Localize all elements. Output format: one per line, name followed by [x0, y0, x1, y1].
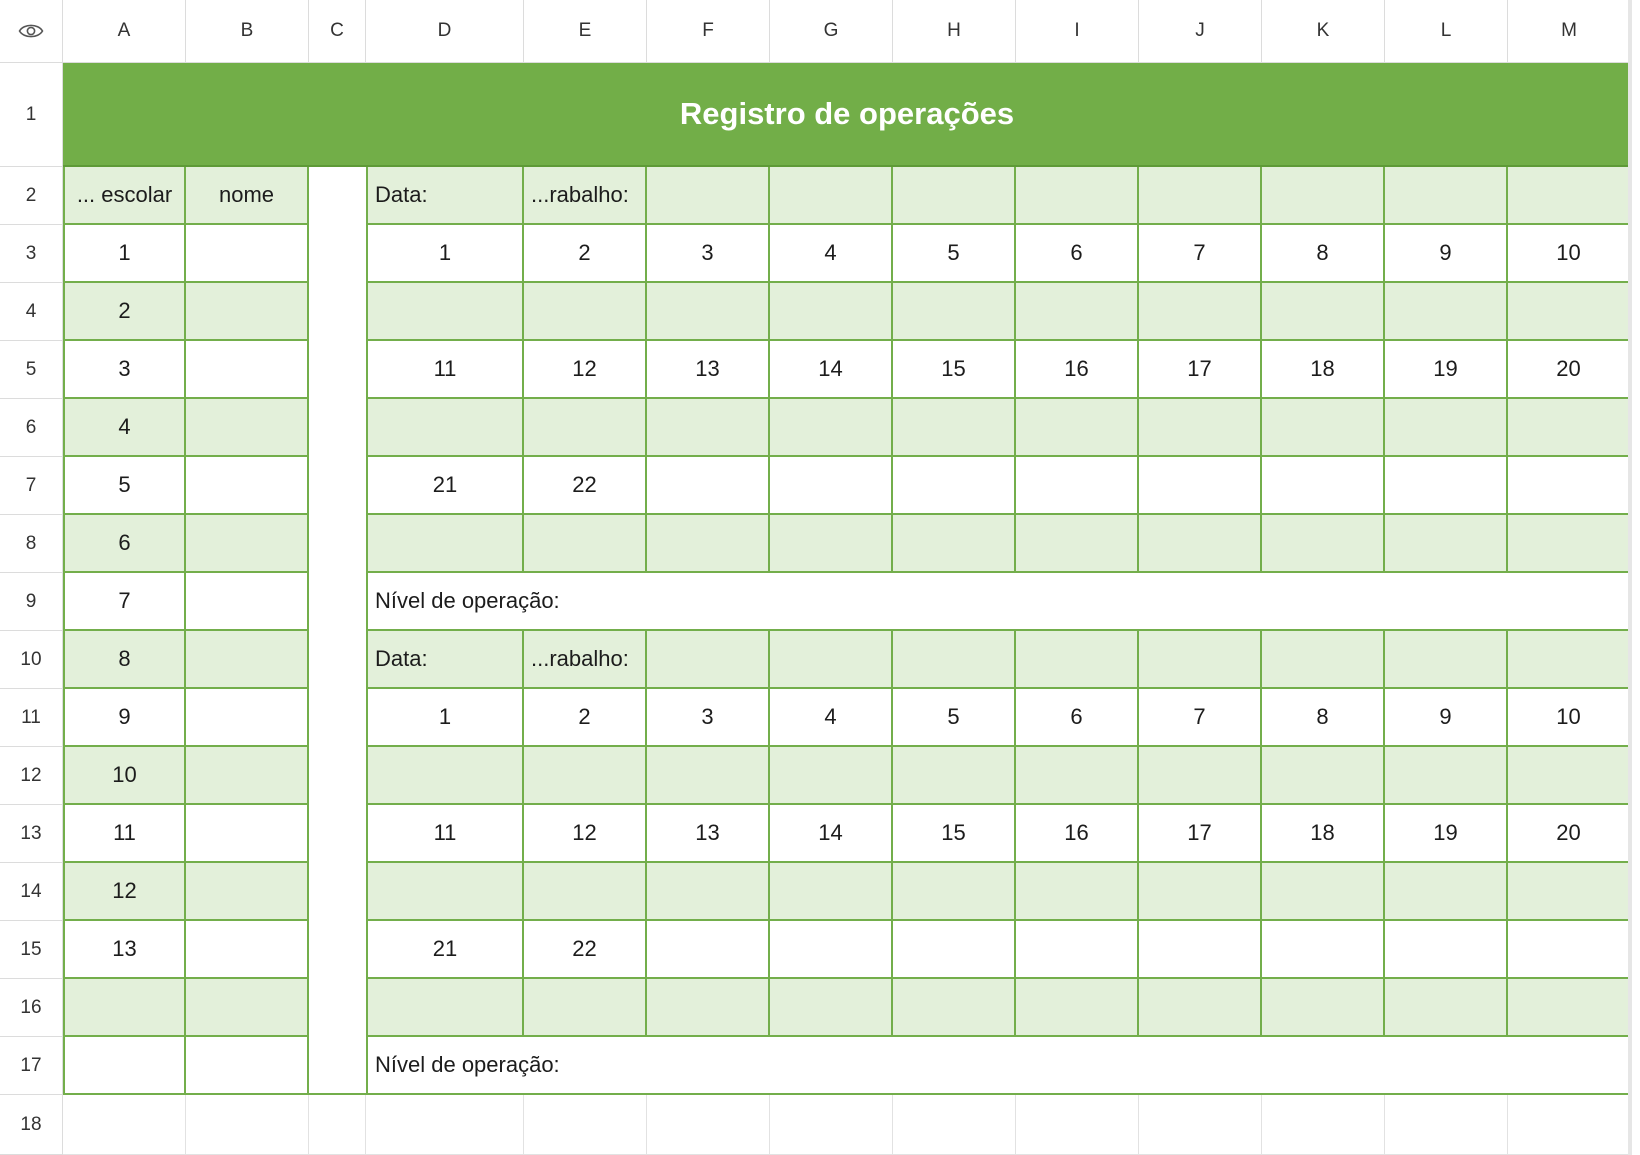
cell-k6[interactable]: [1262, 399, 1385, 457]
cell-g14[interactable]: [770, 863, 893, 921]
cell-f11[interactable]: 3: [647, 689, 770, 747]
cell-g12[interactable]: [770, 747, 893, 805]
column-header-b[interactable]: B: [186, 0, 309, 63]
cell-k11[interactable]: 8: [1262, 689, 1385, 747]
cell-j16[interactable]: [1139, 979, 1262, 1037]
cell-f15[interactable]: [647, 921, 770, 979]
cell-m3[interactable]: 10: [1508, 225, 1631, 283]
cell-f8[interactable]: [647, 515, 770, 573]
row-header-16[interactable]: 16: [0, 979, 63, 1037]
cell-d18[interactable]: [366, 1095, 524, 1155]
cell-h14[interactable]: [893, 863, 1016, 921]
row-header-5[interactable]: 5: [0, 341, 63, 399]
column-header-h[interactable]: H: [893, 0, 1016, 63]
cell-e13[interactable]: 12: [524, 805, 647, 863]
cell-a17[interactable]: [63, 1037, 186, 1095]
cell-h5[interactable]: 15: [893, 341, 1016, 399]
cell-l13[interactable]: 19: [1385, 805, 1508, 863]
cell-m2[interactable]: [1508, 167, 1631, 225]
cell-i2[interactable]: [1016, 167, 1139, 225]
cell-g13[interactable]: 14: [770, 805, 893, 863]
cell-j4[interactable]: [1139, 283, 1262, 341]
cell-c11[interactable]: [309, 689, 366, 747]
cell-a7[interactable]: 5: [63, 457, 186, 515]
row-header-9[interactable]: 9: [0, 573, 63, 631]
cell-k16[interactable]: [1262, 979, 1385, 1037]
cell-c2[interactable]: [309, 167, 366, 225]
column-header-d[interactable]: D: [366, 0, 524, 63]
cell-f3[interactable]: 3: [647, 225, 770, 283]
cell-f16[interactable]: [647, 979, 770, 1037]
select-all-corner[interactable]: [0, 0, 63, 63]
cell-a13[interactable]: 11: [63, 805, 186, 863]
cell-i12[interactable]: [1016, 747, 1139, 805]
cell-c15[interactable]: [309, 921, 366, 979]
cell-d15[interactable]: 21: [366, 921, 524, 979]
cell-a18[interactable]: [63, 1095, 186, 1155]
cell-e4[interactable]: [524, 283, 647, 341]
cell-d8[interactable]: [366, 515, 524, 573]
cell-l15[interactable]: [1385, 921, 1508, 979]
cell-d7[interactable]: 21: [366, 457, 524, 515]
cell-j6[interactable]: [1139, 399, 1262, 457]
cell-d4[interactable]: [366, 283, 524, 341]
row-header-12[interactable]: 12: [0, 747, 63, 805]
cell-i13[interactable]: 16: [1016, 805, 1139, 863]
cell-c9[interactable]: [309, 573, 366, 631]
cell-f6[interactable]: [647, 399, 770, 457]
cell-j11[interactable]: 7: [1139, 689, 1262, 747]
cell-c8[interactable]: [309, 515, 366, 573]
cell-a12[interactable]: 10: [63, 747, 186, 805]
level-of-operation-2[interactable]: Nível de operação:: [366, 1037, 1631, 1095]
column-header-k[interactable]: K: [1262, 0, 1385, 63]
cell-l16[interactable]: [1385, 979, 1508, 1037]
cell-d3[interactable]: 1: [366, 225, 524, 283]
cell-m16[interactable]: [1508, 979, 1631, 1037]
cell-j13[interactable]: 17: [1139, 805, 1262, 863]
cell-b11[interactable]: [186, 689, 309, 747]
sheet-title[interactable]: Registro de operações: [63, 63, 1631, 167]
cell-h6[interactable]: [893, 399, 1016, 457]
cell-g8[interactable]: [770, 515, 893, 573]
cell-e12[interactable]: [524, 747, 647, 805]
cell-d10[interactable]: Data:: [366, 631, 524, 689]
cell-m4[interactable]: [1508, 283, 1631, 341]
cell-f14[interactable]: [647, 863, 770, 921]
cell-i15[interactable]: [1016, 921, 1139, 979]
cell-l7[interactable]: [1385, 457, 1508, 515]
cell-e14[interactable]: [524, 863, 647, 921]
cell-a2[interactable]: ... escolar: [63, 167, 186, 225]
eye-icon[interactable]: [18, 22, 44, 40]
cell-g18[interactable]: [770, 1095, 893, 1155]
cell-l3[interactable]: 9: [1385, 225, 1508, 283]
cell-g16[interactable]: [770, 979, 893, 1037]
cell-e11[interactable]: 2: [524, 689, 647, 747]
cell-m12[interactable]: [1508, 747, 1631, 805]
cell-k13[interactable]: 18: [1262, 805, 1385, 863]
cell-a5[interactable]: 3: [63, 341, 186, 399]
cell-k18[interactable]: [1262, 1095, 1385, 1155]
row-header-18[interactable]: 18: [0, 1095, 63, 1155]
row-header-3[interactable]: 3: [0, 225, 63, 283]
cell-c6[interactable]: [309, 399, 366, 457]
column-header-f[interactable]: F: [647, 0, 770, 63]
cell-j3[interactable]: 7: [1139, 225, 1262, 283]
cell-k14[interactable]: [1262, 863, 1385, 921]
row-header-10[interactable]: 10: [0, 631, 63, 689]
cell-b15[interactable]: [186, 921, 309, 979]
cell-c14[interactable]: [309, 863, 366, 921]
cell-a6[interactable]: 4: [63, 399, 186, 457]
cell-c17[interactable]: [309, 1037, 366, 1095]
row-header-15[interactable]: 15: [0, 921, 63, 979]
cell-b17[interactable]: [186, 1037, 309, 1095]
cell-f18[interactable]: [647, 1095, 770, 1155]
cell-d5[interactable]: 11: [366, 341, 524, 399]
cell-j2[interactable]: [1139, 167, 1262, 225]
cell-e7[interactable]: 22: [524, 457, 647, 515]
cell-b3[interactable]: [186, 225, 309, 283]
cell-f12[interactable]: [647, 747, 770, 805]
cell-i4[interactable]: [1016, 283, 1139, 341]
cell-i14[interactable]: [1016, 863, 1139, 921]
cell-m7[interactable]: [1508, 457, 1631, 515]
column-header-i[interactable]: I: [1016, 0, 1139, 63]
cell-b5[interactable]: [186, 341, 309, 399]
cell-b13[interactable]: [186, 805, 309, 863]
cell-b6[interactable]: [186, 399, 309, 457]
cell-m8[interactable]: [1508, 515, 1631, 573]
cell-a14[interactable]: 12: [63, 863, 186, 921]
cell-a8[interactable]: 6: [63, 515, 186, 573]
column-header-l[interactable]: L: [1385, 0, 1508, 63]
cell-l5[interactable]: 19: [1385, 341, 1508, 399]
cell-h16[interactable]: [893, 979, 1016, 1037]
cell-e16[interactable]: [524, 979, 647, 1037]
cell-h11[interactable]: 5: [893, 689, 1016, 747]
cell-k5[interactable]: 18: [1262, 341, 1385, 399]
cell-l6[interactable]: [1385, 399, 1508, 457]
cell-a16[interactable]: [63, 979, 186, 1037]
cell-e15[interactable]: 22: [524, 921, 647, 979]
cell-e18[interactable]: [524, 1095, 647, 1155]
cell-h2[interactable]: [893, 167, 1016, 225]
cell-g2[interactable]: [770, 167, 893, 225]
cell-l10[interactable]: [1385, 631, 1508, 689]
cell-f4[interactable]: [647, 283, 770, 341]
cell-b10[interactable]: [186, 631, 309, 689]
cell-k4[interactable]: [1262, 283, 1385, 341]
cell-h4[interactable]: [893, 283, 1016, 341]
cell-i16[interactable]: [1016, 979, 1139, 1037]
cell-h3[interactable]: 5: [893, 225, 1016, 283]
cell-m15[interactable]: [1508, 921, 1631, 979]
cell-c13[interactable]: [309, 805, 366, 863]
cell-l8[interactable]: [1385, 515, 1508, 573]
cell-c7[interactable]: [309, 457, 366, 515]
cell-m14[interactable]: [1508, 863, 1631, 921]
row-header-8[interactable]: 8: [0, 515, 63, 573]
cell-l11[interactable]: 9: [1385, 689, 1508, 747]
cell-a15[interactable]: 13: [63, 921, 186, 979]
row-header-14[interactable]: 14: [0, 863, 63, 921]
row-header-2[interactable]: 2: [0, 167, 63, 225]
cell-m18[interactable]: [1508, 1095, 1631, 1155]
cell-d16[interactable]: [366, 979, 524, 1037]
cell-d2[interactable]: Data:: [366, 167, 524, 225]
cell-j10[interactable]: [1139, 631, 1262, 689]
cell-f10[interactable]: [647, 631, 770, 689]
cell-d6[interactable]: [366, 399, 524, 457]
cell-i8[interactable]: [1016, 515, 1139, 573]
cell-e5[interactable]: 12: [524, 341, 647, 399]
row-header-1[interactable]: 1: [0, 63, 63, 167]
row-header-4[interactable]: 4: [0, 283, 63, 341]
cell-a10[interactable]: 8: [63, 631, 186, 689]
cell-f5[interactable]: 13: [647, 341, 770, 399]
cell-m11[interactable]: 10: [1508, 689, 1631, 747]
cell-e3[interactable]: 2: [524, 225, 647, 283]
cell-m10[interactable]: [1508, 631, 1631, 689]
cell-c12[interactable]: [309, 747, 366, 805]
cell-f13[interactable]: 13: [647, 805, 770, 863]
cell-m5[interactable]: 20: [1508, 341, 1631, 399]
cell-d11[interactable]: 1: [366, 689, 524, 747]
cell-l4[interactable]: [1385, 283, 1508, 341]
cell-e10[interactable]: ...rabalho:: [524, 631, 647, 689]
cell-i6[interactable]: [1016, 399, 1139, 457]
cell-e2[interactable]: ...rabalho:: [524, 167, 647, 225]
cell-i5[interactable]: 16: [1016, 341, 1139, 399]
cell-a3[interactable]: 1: [63, 225, 186, 283]
column-header-m[interactable]: M: [1508, 0, 1631, 63]
cell-k15[interactable]: [1262, 921, 1385, 979]
cell-i7[interactable]: [1016, 457, 1139, 515]
cell-b9[interactable]: [186, 573, 309, 631]
cell-g11[interactable]: 4: [770, 689, 893, 747]
row-header-7[interactable]: 7: [0, 457, 63, 515]
cell-c18[interactable]: [309, 1095, 366, 1155]
row-header-17[interactable]: 17: [0, 1037, 63, 1095]
row-header-13[interactable]: 13: [0, 805, 63, 863]
cell-i11[interactable]: 6: [1016, 689, 1139, 747]
cell-m13[interactable]: 20: [1508, 805, 1631, 863]
cell-b7[interactable]: [186, 457, 309, 515]
cell-g3[interactable]: 4: [770, 225, 893, 283]
cell-i10[interactable]: [1016, 631, 1139, 689]
column-header-g[interactable]: G: [770, 0, 893, 63]
cell-j12[interactable]: [1139, 747, 1262, 805]
level-of-operation-1[interactable]: Nível de operação:: [366, 573, 1631, 631]
cell-b14[interactable]: [186, 863, 309, 921]
column-header-e[interactable]: E: [524, 0, 647, 63]
cell-h8[interactable]: [893, 515, 1016, 573]
column-header-j[interactable]: J: [1139, 0, 1262, 63]
cell-h18[interactable]: [893, 1095, 1016, 1155]
cell-k12[interactable]: [1262, 747, 1385, 805]
cell-c5[interactable]: [309, 341, 366, 399]
cell-j15[interactable]: [1139, 921, 1262, 979]
cell-j18[interactable]: [1139, 1095, 1262, 1155]
cell-c3[interactable]: [309, 225, 366, 283]
cell-b4[interactable]: [186, 283, 309, 341]
cell-l18[interactable]: [1385, 1095, 1508, 1155]
cell-g4[interactable]: [770, 283, 893, 341]
cell-a9[interactable]: 7: [63, 573, 186, 631]
cell-b12[interactable]: [186, 747, 309, 805]
cell-h10[interactable]: [893, 631, 1016, 689]
cell-a11[interactable]: 9: [63, 689, 186, 747]
cell-h13[interactable]: 15: [893, 805, 1016, 863]
cell-f7[interactable]: [647, 457, 770, 515]
cell-m6[interactable]: [1508, 399, 1631, 457]
cell-g7[interactable]: [770, 457, 893, 515]
cell-g15[interactable]: [770, 921, 893, 979]
cell-k3[interactable]: 8: [1262, 225, 1385, 283]
cell-g5[interactable]: 14: [770, 341, 893, 399]
vertical-scrollbar[interactable]: [1628, 0, 1632, 1155]
cell-b8[interactable]: [186, 515, 309, 573]
cell-l14[interactable]: [1385, 863, 1508, 921]
cell-h7[interactable]: [893, 457, 1016, 515]
cell-k2[interactable]: [1262, 167, 1385, 225]
row-header-6[interactable]: 6: [0, 399, 63, 457]
cell-d13[interactable]: 11: [366, 805, 524, 863]
cell-k7[interactable]: [1262, 457, 1385, 515]
cell-j7[interactable]: [1139, 457, 1262, 515]
cell-f2[interactable]: [647, 167, 770, 225]
cell-h12[interactable]: [893, 747, 1016, 805]
row-header-11[interactable]: 11: [0, 689, 63, 747]
cell-l2[interactable]: [1385, 167, 1508, 225]
cell-i18[interactable]: [1016, 1095, 1139, 1155]
cell-k8[interactable]: [1262, 515, 1385, 573]
cell-h15[interactable]: [893, 921, 1016, 979]
cell-e6[interactable]: [524, 399, 647, 457]
column-header-a[interactable]: A: [63, 0, 186, 63]
cell-b16[interactable]: [186, 979, 309, 1037]
cell-e8[interactable]: [524, 515, 647, 573]
column-header-c[interactable]: C: [309, 0, 366, 63]
cell-d12[interactable]: [366, 747, 524, 805]
cell-g10[interactable]: [770, 631, 893, 689]
cell-g6[interactable]: [770, 399, 893, 457]
cell-c16[interactable]: [309, 979, 366, 1037]
cell-l12[interactable]: [1385, 747, 1508, 805]
cell-b18[interactable]: [186, 1095, 309, 1155]
cell-j5[interactable]: 17: [1139, 341, 1262, 399]
cell-c4[interactable]: [309, 283, 366, 341]
cell-b2[interactable]: nome: [186, 167, 309, 225]
cell-i3[interactable]: 6: [1016, 225, 1139, 283]
cell-a4[interactable]: 2: [63, 283, 186, 341]
cell-d14[interactable]: [366, 863, 524, 921]
cell-j14[interactable]: [1139, 863, 1262, 921]
cell-c10[interactable]: [309, 631, 366, 689]
cell-j8[interactable]: [1139, 515, 1262, 573]
cell-k10[interactable]: [1262, 631, 1385, 689]
